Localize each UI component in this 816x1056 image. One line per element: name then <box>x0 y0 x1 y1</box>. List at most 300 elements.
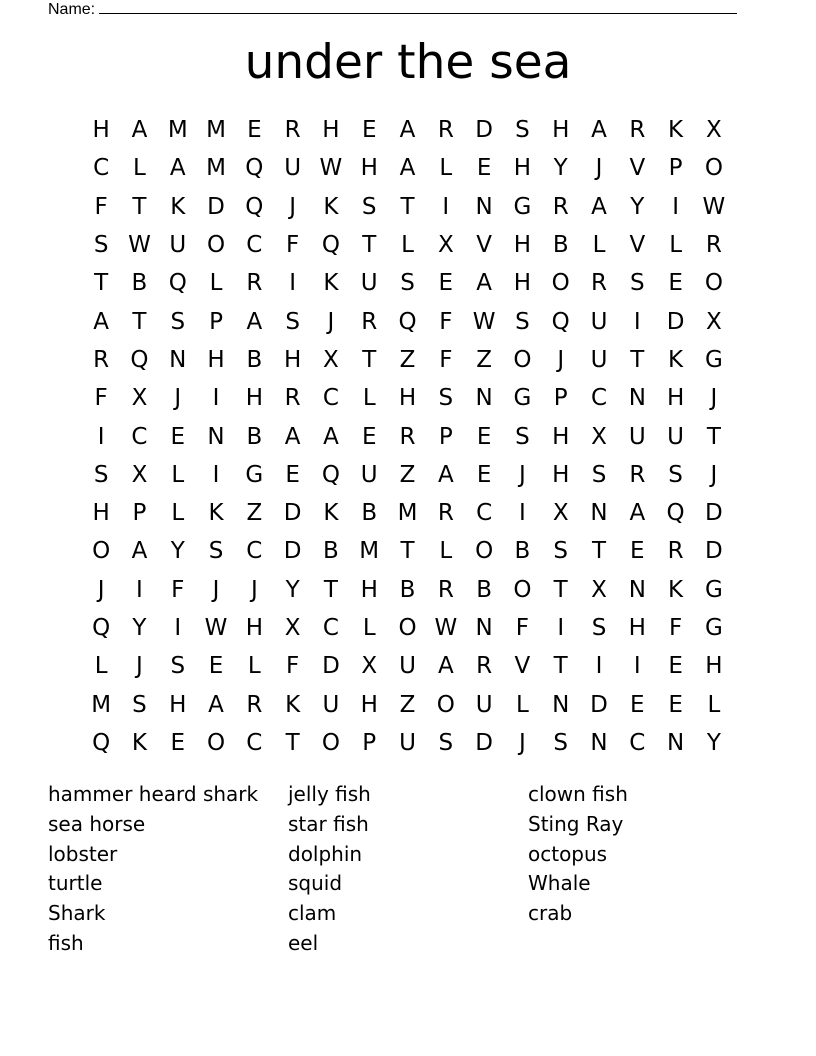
grid-cell: S <box>438 729 454 756</box>
word-list-item: dolphin <box>288 841 363 866</box>
grid-cell: A <box>131 117 148 144</box>
grid-cell: A <box>131 538 148 565</box>
grid-cell: L <box>592 232 606 259</box>
puzzle-title: under the sea <box>244 35 572 90</box>
grid-cell: A <box>591 193 607 220</box>
grid-cell: R <box>437 500 454 527</box>
grid-cell: Q <box>321 232 340 259</box>
grid-cell: S <box>438 385 454 412</box>
word-list-item: octopus <box>528 841 608 866</box>
grid-cell: L <box>362 385 376 412</box>
grid-cell: O <box>436 691 455 718</box>
grid-cell: H <box>360 691 378 718</box>
grid-cell: X <box>131 385 148 412</box>
grid-cell: K <box>323 500 339 527</box>
grid-cell: F <box>439 346 453 373</box>
grid-cell: Z <box>399 691 416 718</box>
grid-cell: D <box>283 538 302 565</box>
grid-cell: N <box>590 729 608 756</box>
grid-cell: X <box>706 308 722 335</box>
grid-cell: R <box>399 423 416 450</box>
grid-cell: N <box>169 346 187 373</box>
grid-cell: U <box>399 653 416 680</box>
grid-cell: I <box>672 193 679 220</box>
grid-cell: T <box>132 308 147 335</box>
grid-cell: S <box>553 729 569 756</box>
grid-cell: E <box>476 423 492 450</box>
word-list-item: squid <box>288 871 343 896</box>
grid-cell: T <box>591 538 607 565</box>
grid-cell: M <box>206 155 226 182</box>
grid-cell: D <box>705 538 723 565</box>
grid-cell: X <box>131 461 148 488</box>
grid-cell: S <box>515 423 530 450</box>
grid-cell: H <box>360 155 378 182</box>
grid-cell: T <box>362 232 377 259</box>
name-field[interactable] <box>48 0 737 20</box>
grid-cell: Q <box>168 270 187 297</box>
grid-cell: T <box>706 423 721 450</box>
grid-cell: A <box>169 155 186 182</box>
grid-cell: K <box>323 193 339 220</box>
grid-cell: H <box>322 117 340 144</box>
grid-cell: M <box>397 500 418 527</box>
grid-cell: N <box>475 615 493 641</box>
grid-cell: H <box>283 346 302 373</box>
grid-cell: N <box>590 500 608 527</box>
grid-cell: C <box>93 155 110 182</box>
grid-cell: E <box>285 461 300 488</box>
word-list-item: eel <box>288 930 319 955</box>
grid-cell: B <box>246 423 263 450</box>
grid-cell: T <box>400 193 415 220</box>
grid-cell: G <box>704 576 723 603</box>
grid-cell: S <box>132 691 147 718</box>
grid-cell: B <box>399 576 416 603</box>
grid-cell: J <box>327 308 335 335</box>
grid-cell: S <box>553 538 569 565</box>
grid-cell: T <box>132 193 147 220</box>
grid-cell: Z <box>399 461 416 488</box>
grid-cell: B <box>552 232 569 259</box>
grid-cell: J <box>710 461 718 488</box>
grid-cell: L <box>439 155 453 182</box>
grid-cell: A <box>437 461 454 488</box>
grid-cell: T <box>630 346 645 373</box>
grid-cell: A <box>399 155 416 182</box>
grid-cell: S <box>93 232 109 259</box>
grid-cell: S <box>285 308 300 335</box>
grid-cell: S <box>400 270 415 297</box>
grid-cell: J <box>289 193 297 220</box>
grid-cell: H <box>513 232 532 259</box>
grid-cell: N <box>207 423 225 450</box>
grid-cell: K <box>170 193 186 220</box>
grid-cell: G <box>513 193 532 220</box>
grid-cell: E <box>170 423 186 450</box>
word-list-item: Sting Ray <box>528 811 624 836</box>
grid-cell: R <box>629 117 646 144</box>
grid-cell: V <box>629 155 646 182</box>
grid-cell: K <box>285 691 301 718</box>
grid-cell: O <box>398 615 417 641</box>
grid-cell: A <box>284 423 301 450</box>
grid-cell: H <box>552 117 570 144</box>
grid-cell: R <box>361 308 378 335</box>
grid-cell: Y <box>553 155 568 182</box>
grid-cell: K <box>323 270 339 297</box>
grid-cell: H <box>245 385 263 412</box>
grid-cell: F <box>94 385 108 412</box>
grid-cell: I <box>633 653 641 680</box>
grid-cell: I <box>595 653 603 680</box>
grid-cell: K <box>668 346 684 373</box>
grid-cell: Z <box>246 500 263 527</box>
grid-cell: N <box>475 385 493 412</box>
grid-cell: J <box>519 729 526 756</box>
grid-cell: C <box>629 729 646 756</box>
grid-cell: U <box>399 729 416 756</box>
grid-cell: H <box>207 346 225 373</box>
grid-cell: T <box>285 729 300 756</box>
grid-cell: R <box>437 576 454 603</box>
grid-cell: O <box>704 270 723 297</box>
grid-cell: L <box>171 461 185 488</box>
grid-cell: X <box>706 117 722 144</box>
grid-cell: O <box>551 270 570 297</box>
grid-cell: U <box>590 308 608 335</box>
grid-cell: P <box>438 423 453 450</box>
grid-cell: U <box>360 270 378 297</box>
grid-cell: D <box>322 653 340 680</box>
grid-cell: H <box>92 500 110 527</box>
grid-cell: H <box>552 423 570 450</box>
grid-cell: Y <box>132 615 147 641</box>
grid-cell: P <box>362 729 377 756</box>
grid-cell: W <box>434 615 458 641</box>
word-list-item: clam <box>288 901 337 926</box>
grid-cell: D <box>207 193 225 220</box>
grid-cell: Y <box>630 193 645 220</box>
grid-cell: E <box>668 270 683 297</box>
grid-cell: G <box>704 346 723 373</box>
grid-cell: R <box>552 193 569 220</box>
grid-cell: J <box>250 576 258 603</box>
grid-cell: R <box>246 270 263 297</box>
grid-cell: O <box>704 155 723 182</box>
grid-cell: E <box>630 538 645 565</box>
grid-cell: S <box>515 117 530 144</box>
grid-cell: E <box>361 423 377 450</box>
grid-cell: A <box>208 691 224 718</box>
grid-cell: R <box>476 653 493 680</box>
grid-cell: B <box>323 538 339 565</box>
grid-cell: R <box>437 117 454 144</box>
grid-cell: Q <box>245 155 264 182</box>
grid-cell: K <box>668 117 684 144</box>
grid-cell: R <box>93 346 110 373</box>
grid-cell: T <box>94 270 109 297</box>
grid-cell: X <box>591 576 607 603</box>
grid-cell: E <box>361 117 377 144</box>
grid-cell: Z <box>399 346 416 373</box>
grid-cell: A <box>93 308 110 335</box>
grid-cell: I <box>136 576 143 603</box>
grid-cell: L <box>707 691 721 718</box>
grid-cell: I <box>174 615 182 641</box>
grid-cell: H <box>513 155 532 182</box>
grid-cell: U <box>667 423 685 450</box>
grid-cell: E <box>630 691 645 718</box>
grid-cell: H <box>513 270 532 297</box>
grid-cell: Q <box>321 461 340 488</box>
grid-cell: T <box>323 576 338 603</box>
grid-cell: M <box>206 117 226 144</box>
grid-cell: R <box>591 270 607 297</box>
grid-cell: G <box>704 615 723 641</box>
grid-cell: R <box>284 117 301 144</box>
grid-cell: X <box>284 615 301 641</box>
grid-cell: S <box>170 653 186 680</box>
word-list-item: hammer heard shark <box>48 782 259 806</box>
grid-cell: J <box>212 576 220 603</box>
grid-cell: N <box>628 576 646 603</box>
grid-cell: H <box>245 615 263 641</box>
grid-cell: Q <box>398 308 417 335</box>
grid-cell: L <box>247 653 261 680</box>
grid-cell: B <box>476 576 492 603</box>
grid-cell: I <box>212 461 220 488</box>
word-list-item: Whale <box>528 871 591 896</box>
grid-cell: T <box>553 653 568 680</box>
grid-cell: H <box>666 385 685 412</box>
grid-cell: Q <box>92 615 111 641</box>
grid-cell: Y <box>706 729 721 756</box>
grid-cell: G <box>513 385 532 412</box>
word-list-item: crab <box>528 901 573 926</box>
grid-cell: J <box>174 385 182 412</box>
grid-cell: I <box>289 270 297 297</box>
grid-cell: S <box>668 461 683 488</box>
word-list-item: lobster <box>48 841 118 866</box>
grid-cell: N <box>628 385 646 412</box>
word-list-item: clown fish <box>528 782 628 806</box>
grid-cell: X <box>591 423 607 450</box>
grid-cell: L <box>171 500 185 527</box>
grid-cell: H <box>169 691 187 718</box>
letter-grid <box>82 111 733 762</box>
grid-cell: C <box>590 385 608 412</box>
grid-cell: F <box>286 653 300 680</box>
grid-cell: O <box>475 538 494 565</box>
grid-cell: W <box>319 155 343 182</box>
grid-cell: E <box>438 270 454 297</box>
grid-cell: L <box>401 232 414 259</box>
grid-cell: P <box>553 385 568 412</box>
grid-cell: C <box>131 423 148 450</box>
grid-cell: C <box>322 615 339 641</box>
grid-cell: B <box>514 538 531 565</box>
grid-cell: R <box>705 232 722 259</box>
grid-cell: T <box>553 576 568 603</box>
grid-cell: N <box>475 193 493 220</box>
word-list-item: sea horse <box>48 811 146 836</box>
grid-cell: Q <box>92 729 111 756</box>
word-list-item: fish <box>48 930 84 955</box>
grid-cell: S <box>591 461 607 488</box>
grid-cell: F <box>439 308 453 335</box>
grid-cell: U <box>475 691 493 718</box>
grid-cell: J <box>97 576 105 603</box>
grid-cell: N <box>666 729 685 756</box>
grid-cell: E <box>668 653 683 680</box>
grid-cell: F <box>668 615 683 641</box>
grid-cell: U <box>322 691 340 718</box>
grid-cell: O <box>321 729 340 756</box>
grid-cell: Q <box>666 500 685 527</box>
grid-cell: P <box>209 308 223 335</box>
grid-cell: F <box>515 615 530 641</box>
grid-cell: C <box>246 232 263 259</box>
grid-cell: F <box>94 193 108 220</box>
grid-cell: R <box>629 461 646 488</box>
grid-cell: H <box>552 461 570 488</box>
grid-cell: W <box>472 308 496 335</box>
grid-cell: P <box>668 155 683 182</box>
grid-cell: D <box>475 729 493 756</box>
grid-cell: A <box>476 270 492 297</box>
grid-cell: D <box>475 117 493 144</box>
grid-cell: M <box>359 538 380 565</box>
grid-cell: B <box>131 270 148 297</box>
grid-cell: A <box>323 423 339 450</box>
grid-cell: L <box>94 653 108 680</box>
grid-cell: I <box>97 423 105 450</box>
grid-cell: W <box>204 615 228 641</box>
grid-cell: W <box>702 193 726 220</box>
grid-cell: S <box>208 538 224 565</box>
grid-cell: J <box>519 461 526 488</box>
grid-cell: I <box>519 500 526 527</box>
grid-cell: Z <box>476 346 492 373</box>
grid-cell: C <box>246 729 263 756</box>
grid-cell: U <box>590 346 608 373</box>
grid-cell: E <box>476 461 492 488</box>
grid-cell: X <box>323 346 339 373</box>
grid-cell: U <box>169 232 187 259</box>
grid-cell: J <box>557 346 565 373</box>
grid-cell: Q <box>130 346 149 373</box>
grid-cell: V <box>476 232 492 259</box>
grid-cell: L <box>439 538 453 565</box>
grid-cell: L <box>669 232 683 259</box>
word-list <box>48 780 768 959</box>
grid-cell: A <box>629 500 646 527</box>
grid-cell: E <box>170 729 186 756</box>
grid-cell: R <box>667 538 684 565</box>
grid-cell: S <box>170 308 186 335</box>
grid-cell: A <box>591 117 607 144</box>
grid-cell: S <box>361 193 377 220</box>
grid-cell: D <box>705 500 723 527</box>
grid-cell: T <box>400 538 415 565</box>
grid-cell: C <box>246 538 263 565</box>
grid-cell: K <box>131 729 147 756</box>
grid-cell: R <box>246 691 263 718</box>
grid-cell: O <box>513 346 532 373</box>
grid-cell: L <box>209 270 223 297</box>
grid-cell: S <box>93 461 109 488</box>
grid-cell: D <box>666 308 685 335</box>
grid-cell: R <box>284 385 301 412</box>
grid-cell: Y <box>170 538 185 565</box>
grid-cell: I <box>557 615 565 641</box>
word-list-item: jelly fish <box>288 782 371 806</box>
grid-cell: C <box>322 385 339 412</box>
grid-cell: D <box>283 500 302 527</box>
grid-cell: I <box>633 308 641 335</box>
grid-cell: A <box>246 308 263 335</box>
grid-cell: X <box>361 653 378 680</box>
grid-cell: Q <box>551 308 570 335</box>
grid-cell: A <box>399 117 416 144</box>
grid-cell: X <box>552 500 569 527</box>
grid-cell: L <box>362 615 376 641</box>
grid-cell: H <box>705 653 723 680</box>
grid-cell: E <box>476 155 492 182</box>
grid-cell: B <box>246 346 263 373</box>
grid-cell: V <box>629 232 646 259</box>
grid-cell: Q <box>245 193 264 220</box>
grid-cell: P <box>132 500 147 527</box>
grid-cell: E <box>208 653 224 680</box>
grid-cell: O <box>92 538 111 565</box>
grid-cell: T <box>362 346 377 373</box>
grid-cell: H <box>92 117 110 144</box>
grid-cell: I <box>442 193 450 220</box>
word-list-item: star fish <box>288 811 369 836</box>
grid-cell: H <box>398 385 417 412</box>
word-list-item: turtle <box>48 871 103 896</box>
grid-cell: E <box>247 117 262 144</box>
grid-cell: W <box>128 232 151 259</box>
grid-cell: H <box>628 615 646 641</box>
grid-cell: U <box>360 461 378 488</box>
grid-cell: Y <box>285 576 300 603</box>
grid-cell: S <box>591 615 607 641</box>
grid-cell: K <box>208 500 224 527</box>
grid-cell: N <box>552 691 570 718</box>
grid-cell: J <box>710 385 718 412</box>
grid-cell: J <box>136 653 143 680</box>
grid-cell: A <box>437 653 454 680</box>
grid-cell: L <box>133 155 146 182</box>
grid-cell: I <box>212 385 220 412</box>
grid-cell: E <box>668 691 683 718</box>
grid-cell: B <box>361 500 378 527</box>
grid-cell: M <box>167 117 188 144</box>
grid-cell: V <box>514 653 531 680</box>
grid-cell: K <box>668 576 684 603</box>
grid-cell: L <box>516 691 529 718</box>
word-list-item: Shark <box>48 901 106 926</box>
name-label: Name: <box>48 1 96 18</box>
grid-cell: H <box>360 576 378 603</box>
grid-cell: F <box>171 576 185 603</box>
name-underline[interactable] <box>99 0 737 14</box>
grid-cell: D <box>590 691 608 718</box>
grid-cell: J <box>595 155 603 182</box>
